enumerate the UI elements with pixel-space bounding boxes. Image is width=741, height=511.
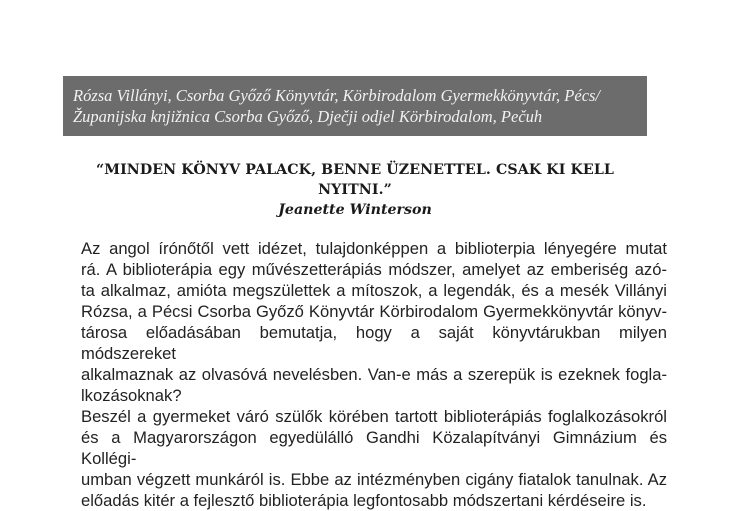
- body-line: Beszél a gyermeket váró szülők körében tartott biblioterápiás foglalkozásokról: [81, 407, 667, 426]
- body-line: umban végzett munkáról is. Ebbe az intézményben cigány fiatalok tanulnak. Az: [81, 470, 667, 489]
- abstract-body: [81, 238, 667, 511]
- body-line: rá. A biblioterápia egy művészetterápiás módszer, amelyet az emberiség azó-: [81, 260, 667, 279]
- author-affiliation-croatian: Županijska knjižnica Csorba Győző, Dječji odjel Körbirodalom, Pečuh: [73, 107, 543, 126]
- quote-author: Jeanette Winterson: [278, 202, 432, 218]
- body-line: előadás kitér a fejlesztő biblioterápia legfontosabb módszertani kérdéseire is.: [81, 491, 647, 510]
- body-line: Az angol írónőtől vett idézet, tulajdonképpen a biblioterpia lényegére mutat: [81, 239, 667, 258]
- body-line: ta alkalmaz, amióta megszülettek a mítoszok, a legendák, és a mesék Villányi: [81, 281, 667, 300]
- body-line: tárosa előadásában bemutatja, hogy a saját könyvtárukban milyen módszereket: [81, 323, 667, 363]
- quote-line: NYITNI.”: [318, 182, 392, 198]
- quote-line: “MINDEN KÖNYV PALACK, BENNE ÜZENETTEL. CSAK KI KELL: [96, 162, 614, 178]
- body-line: Rózsa, a Pécsi Csorba Győző Könyvtár Körbirodalom Gyermekkönyvtár könyv-: [81, 302, 667, 321]
- body-line: és a Magyarországon egyedülálló Gandhi Közalapítványi Gimnázium és Kollégi-: [81, 428, 667, 468]
- author-affiliation-band: [63, 76, 647, 136]
- author-affiliation-hungarian: Rózsa Villányi, Csorba Győző Könyvtár, Körbirodalom Gyermekkönyvtár, Pécs/: [73, 86, 601, 105]
- body-line: alkalmaznak az olvasóvá nevelésben. Van-e más a szerepük is ezeknek fogla-: [81, 365, 667, 384]
- epigraph: [63, 160, 647, 220]
- body-line: lkozásoknak?: [81, 386, 182, 405]
